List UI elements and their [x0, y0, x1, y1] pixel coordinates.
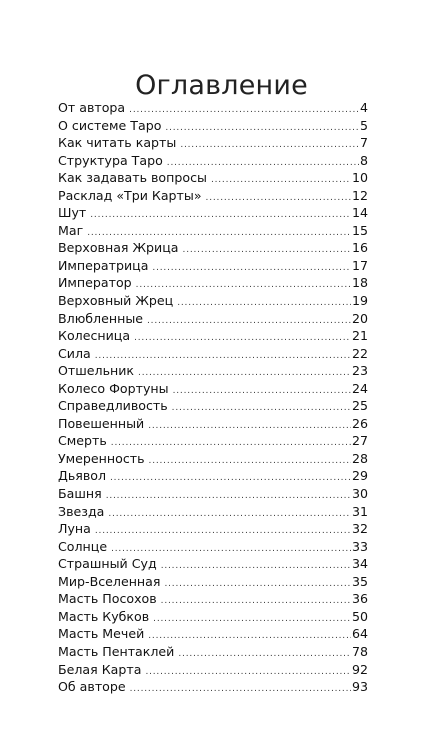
dot-leader [161, 558, 351, 576]
toc-entry [58, 274, 368, 292]
toc-entry-page-number: 33 [351, 538, 368, 554]
toc-entry-page-number: 25 [351, 398, 368, 414]
dot-leader [177, 295, 351, 313]
toc-entry-label: Дьявол [58, 468, 107, 484]
dot-leader [108, 506, 351, 524]
toc-entry-label: Солнце [58, 538, 108, 554]
page-title: Оглавление [135, 70, 308, 102]
toc-entry-page-number: 29 [351, 468, 368, 484]
toc-entry-page-number: 32 [351, 521, 368, 537]
dot-leader [152, 260, 351, 278]
toc-entry-label: Сила [58, 345, 91, 361]
toc-entry [58, 117, 368, 135]
toc-entry [58, 608, 368, 626]
dot-leader [129, 102, 359, 120]
toc-entry-label: Колесница [58, 328, 131, 344]
toc-entry-label: Башня [58, 486, 102, 502]
toc-entry [58, 397, 368, 415]
toc-entry-page-number: 14 [351, 205, 368, 221]
toc-entry [58, 520, 368, 538]
toc-entry-page-number: 35 [351, 573, 368, 589]
toc-entry [58, 538, 368, 556]
dot-leader [173, 383, 351, 401]
toc-entry-label: Как читать карты [58, 135, 177, 151]
toc-entry-label: Масть Мечей [58, 626, 145, 642]
toc-entry [58, 678, 368, 696]
toc-entry-label: Страшный Суд [58, 556, 157, 572]
dot-leader [165, 120, 359, 138]
toc-entry-page-number: 17 [351, 257, 368, 273]
toc-entry [58, 292, 368, 310]
toc-entry-page-number: 30 [351, 486, 368, 502]
dot-leader [90, 207, 351, 225]
toc-entry-label: Как задавать вопросы [58, 170, 207, 186]
toc-entry [58, 310, 368, 328]
toc-entry-label: Справедливость [58, 398, 168, 414]
toc-entry [58, 169, 368, 187]
dot-leader [206, 190, 351, 208]
toc-entry [58, 257, 368, 275]
toc-entry-page-number: 18 [351, 275, 368, 291]
toc-entry-label: От автора [58, 100, 126, 115]
toc-entry [58, 625, 368, 643]
toc-entry-page-number: 21 [351, 328, 368, 344]
toc-entry-page-number: 93 [351, 679, 368, 695]
toc-entry-label: Масть Посохов [58, 591, 157, 607]
toc-entry-page-number: 64 [351, 626, 368, 642]
toc-entry-page-number: 22 [351, 345, 368, 361]
dot-leader [211, 172, 351, 190]
dot-leader [106, 488, 351, 506]
toc-entry-label: Мир-Вселенная [58, 573, 161, 589]
table-of-contents [58, 99, 368, 696]
toc-entry [58, 222, 368, 240]
dot-leader [111, 435, 351, 453]
toc-entry [58, 485, 368, 503]
toc-entry-page-number: 27 [351, 433, 368, 449]
toc-entry-page-number: 31 [351, 503, 368, 519]
toc-entry-label: О системе Таро [58, 117, 162, 133]
toc-entry-label: Маг [58, 222, 84, 238]
toc-entry [58, 590, 368, 608]
toc-entry [58, 362, 368, 380]
toc-entry-label: Масть Кубков [58, 608, 150, 624]
toc-entry-page-number: 19 [351, 293, 368, 309]
dot-leader [110, 470, 351, 488]
toc-entry-page-number: 20 [351, 310, 368, 326]
dot-leader [153, 611, 351, 629]
toc-entry-page-number: 34 [351, 556, 368, 572]
toc-entry [58, 380, 368, 398]
dot-leader [149, 453, 351, 471]
toc-entry [58, 239, 368, 257]
toc-entry [58, 503, 368, 521]
toc-entry-label: Звезда [58, 503, 105, 519]
toc-entry [58, 345, 368, 363]
toc-entry-label: Колесо Фортуны [58, 380, 169, 396]
dot-leader [161, 593, 351, 611]
toc-entry-label: Умеренность [58, 450, 145, 466]
toc-entry [58, 99, 368, 117]
dot-leader [95, 523, 351, 541]
toc-entry-label: Об авторе [58, 679, 126, 695]
dot-leader [130, 681, 351, 699]
dot-leader [147, 313, 351, 331]
dot-leader [180, 137, 359, 155]
toc-entry-page-number: 28 [351, 450, 368, 466]
toc-entry [58, 327, 368, 345]
dot-leader [183, 242, 351, 260]
dot-leader [134, 330, 351, 348]
toc-entry [58, 661, 368, 679]
toc-entry [58, 555, 368, 573]
toc-entry [58, 134, 368, 152]
toc-entry-label: Отшельник [58, 363, 135, 379]
toc-entry-label: Луна [58, 521, 91, 537]
toc-entry-page-number: 50 [351, 608, 368, 624]
dot-leader [178, 646, 351, 664]
toc-entry-page-number: 78 [351, 643, 368, 659]
toc-entry [58, 204, 368, 222]
toc-entry-page-number: 16 [351, 240, 368, 256]
toc-entry-page-number: 24 [351, 380, 368, 396]
dot-leader [138, 365, 351, 383]
toc-entry-label: Смерть [58, 433, 107, 449]
toc-entry-page-number: 23 [351, 363, 368, 379]
toc-entry-page-number: 4 [359, 100, 368, 115]
toc-entry-label: Верховная Жрица [58, 240, 179, 256]
toc-entry-label: Императрица [58, 257, 149, 273]
toc-entry [58, 432, 368, 450]
toc-entry-page-number: 15 [351, 222, 368, 238]
toc-entry-label: Верховный Жрец [58, 293, 174, 309]
toc-entry-label: Белая Карта [58, 661, 142, 677]
toc-entry [58, 187, 368, 205]
dot-leader [145, 664, 351, 682]
toc-entry [58, 467, 368, 485]
toc-entry-label: Император [58, 275, 132, 291]
toc-entry-page-number: 26 [351, 415, 368, 431]
toc-entry [58, 415, 368, 433]
toc-entry [58, 643, 368, 661]
toc-entry-label: Повешенный [58, 415, 145, 431]
toc-entry-page-number: 36 [351, 591, 368, 607]
dot-leader [148, 628, 351, 646]
toc-entry-label: Масть Пентаклей [58, 643, 175, 659]
toc-entry-page-number: 7 [359, 135, 368, 151]
toc-entry-page-number: 8 [359, 152, 368, 168]
toc-entry [58, 573, 368, 591]
toc-entry-label: Шут [58, 205, 87, 221]
toc-entry [58, 450, 368, 468]
toc-entry-label: Структура Таро [58, 152, 163, 168]
dot-leader [172, 400, 351, 418]
toc-entry-page-number: 12 [351, 187, 368, 203]
toc-entry-label: Влюбленные [58, 310, 144, 326]
toc-entry-page-number: 92 [351, 661, 368, 677]
toc-entry-page-number: 5 [359, 117, 368, 133]
dot-leader [164, 576, 351, 594]
toc-entry-page-number: 10 [351, 170, 368, 186]
dot-leader [148, 418, 351, 436]
toc-entry [58, 152, 368, 170]
toc-entry-label: Расклад «Три Карты» [58, 187, 202, 203]
